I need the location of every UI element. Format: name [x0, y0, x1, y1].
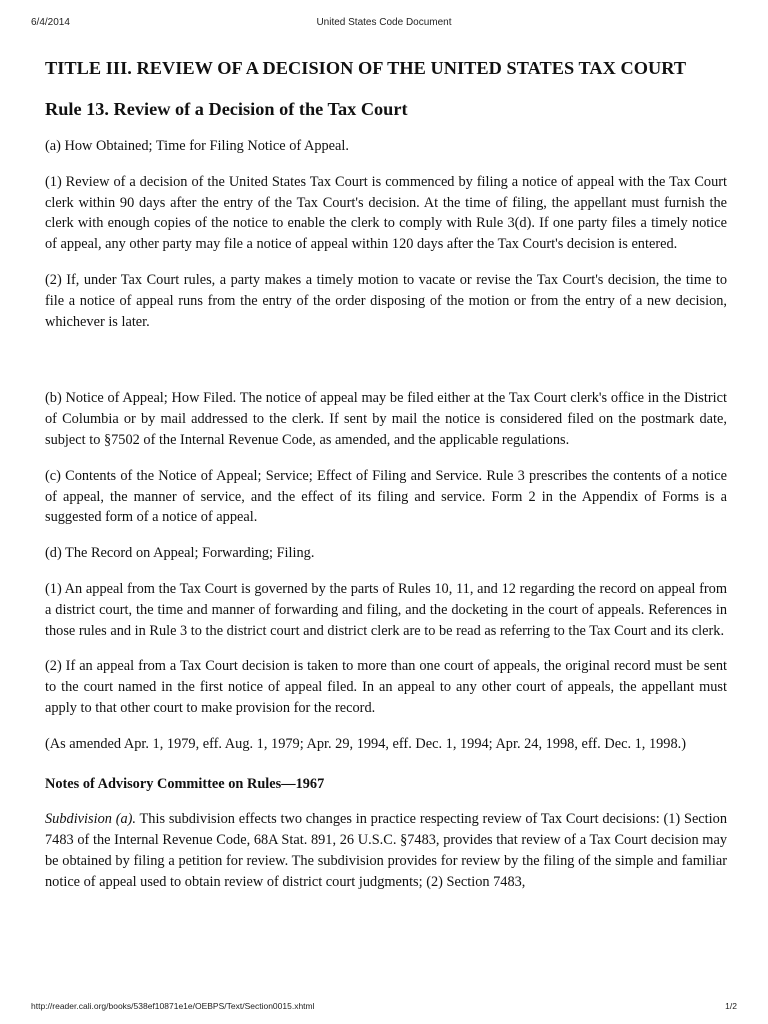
- paragraph-d: (d) The Record on Appeal; Forwarding; Filing.: [45, 545, 315, 562]
- paragraph-d2: (2) If an appeal from a Tax Court decision is taken to more than one court of appeals, the original record must be sent to the court named in the first notice of appeal filed. In an appeal to any other court of appeals, the appellant must apply to that other court to make provision for the record.: [45, 658, 727, 716]
- paragraph-a1: (1) Review of a decision of the United States Tax Court is commenced by filing a notice of appeal with the Tax Court clerk within 90 days after the entry of the Tax Court's decision. At the time of filing, the appellant must furnish the clerk with enough copies of the notice to enable the clerk to comply with Rule 3(d). If one party files a timely notice of appeal, any other party may file a notice of appeal within 120 days after the Tax Court's decision is entered.: [45, 173, 727, 253]
- source-url[interactable]: http://reader.cali.org/books/538ef10871e1e/OEBPS/Text/Section0015.xhtml: [31, 1001, 315, 1011]
- paragraph-d1: (1) An appeal from the Tax Court is governed by the parts of Rules 10, 11, and 12 regarding the record on appeal from a district court, the time and manner of forwarding and filing, and the docketing in the court of appeals. References in those rules and in Rule 3 to the district court and district clerk are to be read as referring to the Tax Court and its clerk.: [45, 580, 727, 639]
- print-header: [31, 17, 737, 31]
- paragraph-a: (a) How Obtained; Time for Filing Notice of Appeal.: [45, 138, 349, 154]
- subdivision-a-label: Subdivision (a).: [45, 811, 137, 828]
- notes-heading: Notes of Advisory Committee on Rules—1967: [45, 775, 325, 792]
- page-number: 1/2: [725, 1001, 737, 1011]
- document-body: [45, 56, 727, 893]
- paragraph-c: (c) Contents of the Notice of Appeal; Service; Effect of Filing and Service. Rule 3 prescribes the contents of a notice of appeal, the manner of service, and the effect of its filing and service. Form 2 in the Appendix of Forms is a suggested form of a notice of appeal.: [45, 467, 727, 526]
- subdivision-a-note: [45, 809, 727, 892]
- rule-heading: Rule 13. Review of a Decision of the Tax Court: [45, 99, 408, 119]
- title-heading: TITLE III. REVIEW OF A DECISION OF THE UNITED STATES TAX COURT: [45, 58, 687, 78]
- paragraph-a2: (2) If, under Tax Court rules, a party makes a timely motion to vacate or revise the Tax Court's decision, the time to file a notice of appeal runs from the entry of the order disposing of the motion or from the entry of a new decision, whichever is later.: [45, 271, 727, 330]
- print-footer: [31, 1001, 737, 1015]
- amendment-note: (As amended Apr. 1, 1979, eff. Aug. 1, 1979; Apr. 29, 1994, eff. Dec. 1, 1994; Apr. 24, 1998, eff. Dec. 1, 1998.): [45, 735, 687, 752]
- paragraph-b: (b) Notice of Appeal; How Filed. The notice of appeal may be filed either at the Tax Court clerk's office in the District of Columbia or by mail addressed to the clerk. If sent by mail the notice is considered filed on the postmark date, subject to §7502 of the Internal Revenue Code, as amended, and the applicable regulations.: [45, 390, 727, 448]
- print-document-title: United States Code Document: [316, 17, 452, 28]
- subdivision-a-text: This subdivision effects two changes in practice respecting review of Tax Court decisions: (1) Section 7483 of the Internal Revenue Code, 68A Stat. 891, 26 U.S.C. §7483, provides that review of a Tax Court decision may be obtained by filing a petition for review. The subdivision provides for review by the filing of the simple and familiar notice of appeal used to obtain review of district court judgments; (2) Section 7483,: [45, 811, 727, 890]
- print-date: 6/4/2014: [31, 17, 70, 28]
